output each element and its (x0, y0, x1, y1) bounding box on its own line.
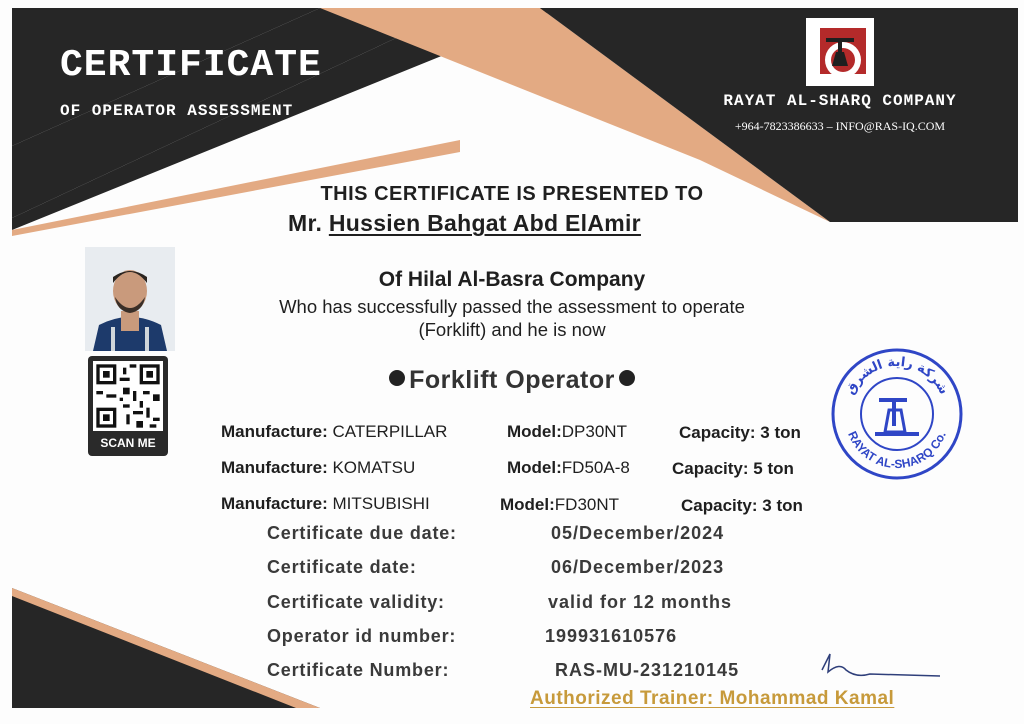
stamp-english-text: RAYAT AL-SHARQ Co. (845, 429, 949, 472)
recipient-full-name: Hussien Bahgat Abd ElAmir (328, 210, 641, 236)
recipient-name (288, 210, 641, 237)
equipment-1-capacity: Capacity: 3 ton (679, 423, 801, 442)
validity-value: valid for 12 months (548, 592, 733, 612)
operator-photo (85, 247, 175, 351)
equipment-2-model: Model:FD50A-8 (507, 458, 630, 477)
company-name: RAYAT AL-SHARQ COMPANY (723, 92, 957, 110)
certificate-date-label: Certificate date: (267, 557, 417, 577)
equipment-3-model: Model:FD30NT (500, 495, 620, 514)
authorized-trainer: Authorized Trainer: Mohammad Kamal (530, 688, 895, 709)
equipment-2-manufacture: Manufacture: KOMATSU (221, 458, 416, 477)
trainer-signature (800, 652, 950, 682)
operator-id-value: 199931610576 (545, 626, 678, 646)
due-date-value: 05/December/2024 (551, 523, 725, 543)
certificate-number-value: RAS-MU-231210145 (555, 660, 740, 680)
role-text: Forklift Operator (409, 366, 615, 394)
recipient-company: Of Hilal Al-Basra Company (378, 268, 646, 291)
company-stamp (829, 346, 965, 482)
stamp-arabic-text: شركة راية الشرق (842, 354, 952, 398)
equipment-1-manufacture: Manufacture: CATERPILLAR (221, 422, 448, 441)
operator-id-label: Operator id number: (267, 626, 457, 646)
bullet-icon (389, 370, 405, 386)
equipment-3-capacity: Capacity: 3 ton (681, 496, 803, 515)
statement-line-1: Who has successfully passed the assessment to operate (279, 296, 745, 317)
scan-me-label: SCAN ME (100, 436, 156, 450)
validity-label: Certificate validity: (267, 592, 445, 612)
equipment-3-manufacture: Manufacture: MITSUBISHI (221, 494, 430, 513)
certificate-title: CERTIFICATE (60, 44, 322, 87)
bullet-icon (619, 370, 635, 386)
presented-to-heading: THIS CERTIFICATE IS PRESENTED TO (320, 183, 704, 205)
certificate-date-value: 06/December/2023 (551, 557, 725, 577)
company-logo (806, 18, 874, 86)
statement-line-2: (Forklift) and he is now (418, 319, 606, 340)
equipment-2-capacity: Capacity: 5 ton (672, 459, 794, 478)
certificate-number-label: Certificate Number: (267, 660, 450, 680)
salutation: Mr. (288, 210, 323, 236)
due-date-label: Certificate due date: (267, 523, 457, 543)
company-contact: +964-7823386633 – INFO@RAS-IQ.COM (734, 119, 946, 133)
equipment-1-model: Model:DP30NT (507, 422, 627, 441)
certificate-subtitle: OF OPERATOR ASSESSMENT (60, 102, 294, 120)
oil-derrick-icon (875, 398, 919, 436)
